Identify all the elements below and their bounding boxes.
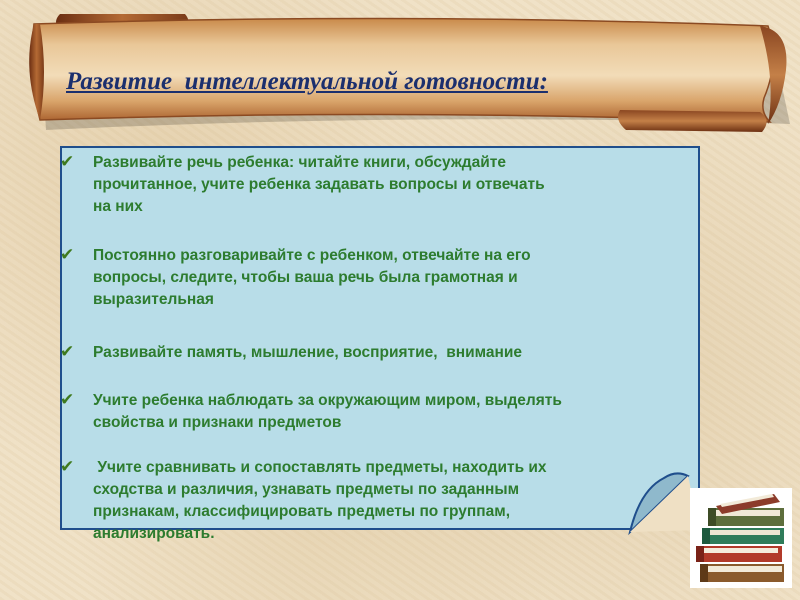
checkmark-icon: ✔	[60, 245, 75, 265]
checkmark-icon: ✔	[60, 342, 75, 362]
bullet-text: Учите сравнивать и сопоставлять предметы, находить их сходства и различия, узнавать предметы по заданным признакам, классифицировать предметы по группам, анализировать.	[93, 459, 547, 542]
page-title: Развитие интеллектуальной готовности:	[66, 68, 548, 95]
checkmark-icon: ✔	[60, 390, 75, 410]
checkmark-icon: ✔	[60, 457, 75, 477]
books-icon	[690, 488, 792, 588]
checkmark-icon: ✔	[60, 152, 75, 172]
bullet-text: Учите ребенка наблюдать за окружающим миром, выделять свойства и признаки предметов	[93, 392, 562, 431]
bullet-text: Развивайте речь ребенка: читайте книги, обсуждайте прочитанное, учите ребенка задавать вопросы и отвечать на них	[93, 154, 545, 215]
bullet-text: Постоянно разговаривайте с ребенком, отвечайте на его вопросы, следите, чтобы ваша речь была грамотная и выразительная	[93, 247, 531, 308]
bullet-text: Развивайте память, мышление, восприятие, внимание	[93, 344, 523, 361]
